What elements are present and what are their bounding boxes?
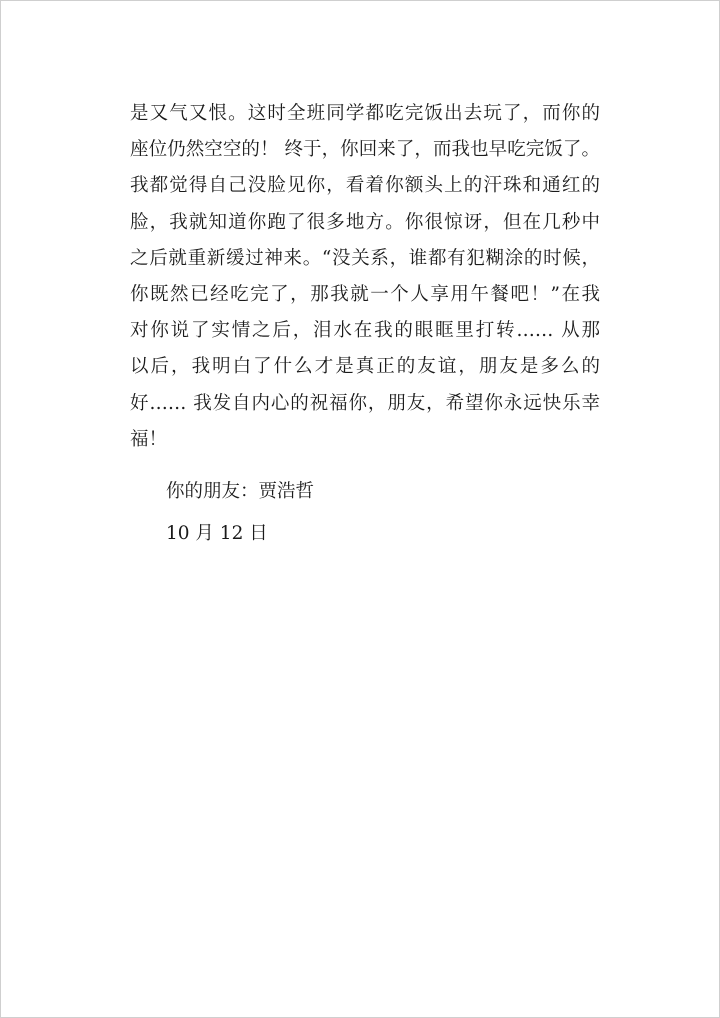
letter-line: 对你说了实情之后，泪水在我的眼眶里打转…… 从那	[130, 320, 600, 342]
letter-line: 好…… 我发自内心的祝福你，朋友，希望你永远快乐幸	[130, 392, 600, 414]
letter-line: 是又气又恨。这时全班同学都吃完饭出去玩了，而你的	[130, 103, 600, 124]
letter-line: 我都觉得自己没脸见你，看着你额头上的汗珠和通红的	[130, 175, 600, 197]
letter-signature: 你的朋友：贾浩哲	[166, 481, 315, 502]
letter-body	[130, 96, 600, 458]
letter-line: 之后就重新缓过神来。“没关系，谁都有犯糊涂的时候，	[130, 247, 600, 269]
letter-line: 以后，我明白了什么才是真正的友谊，朋友是多么的	[130, 356, 600, 378]
letter-line: 座位仍然空空的！ 终于，你回来了，而我也早吃完饭了。	[130, 139, 600, 161]
letter-line: 福！	[130, 428, 168, 450]
letter-line: 你既然已经吃完了，那我就一个人享用午餐吧！”在我	[130, 283, 600, 305]
letter-line: 脸，我就知道你跑了很多地方。你很惊讶，但在几秒中	[130, 211, 600, 233]
letter-date: 10 月 12 日	[166, 523, 268, 544]
